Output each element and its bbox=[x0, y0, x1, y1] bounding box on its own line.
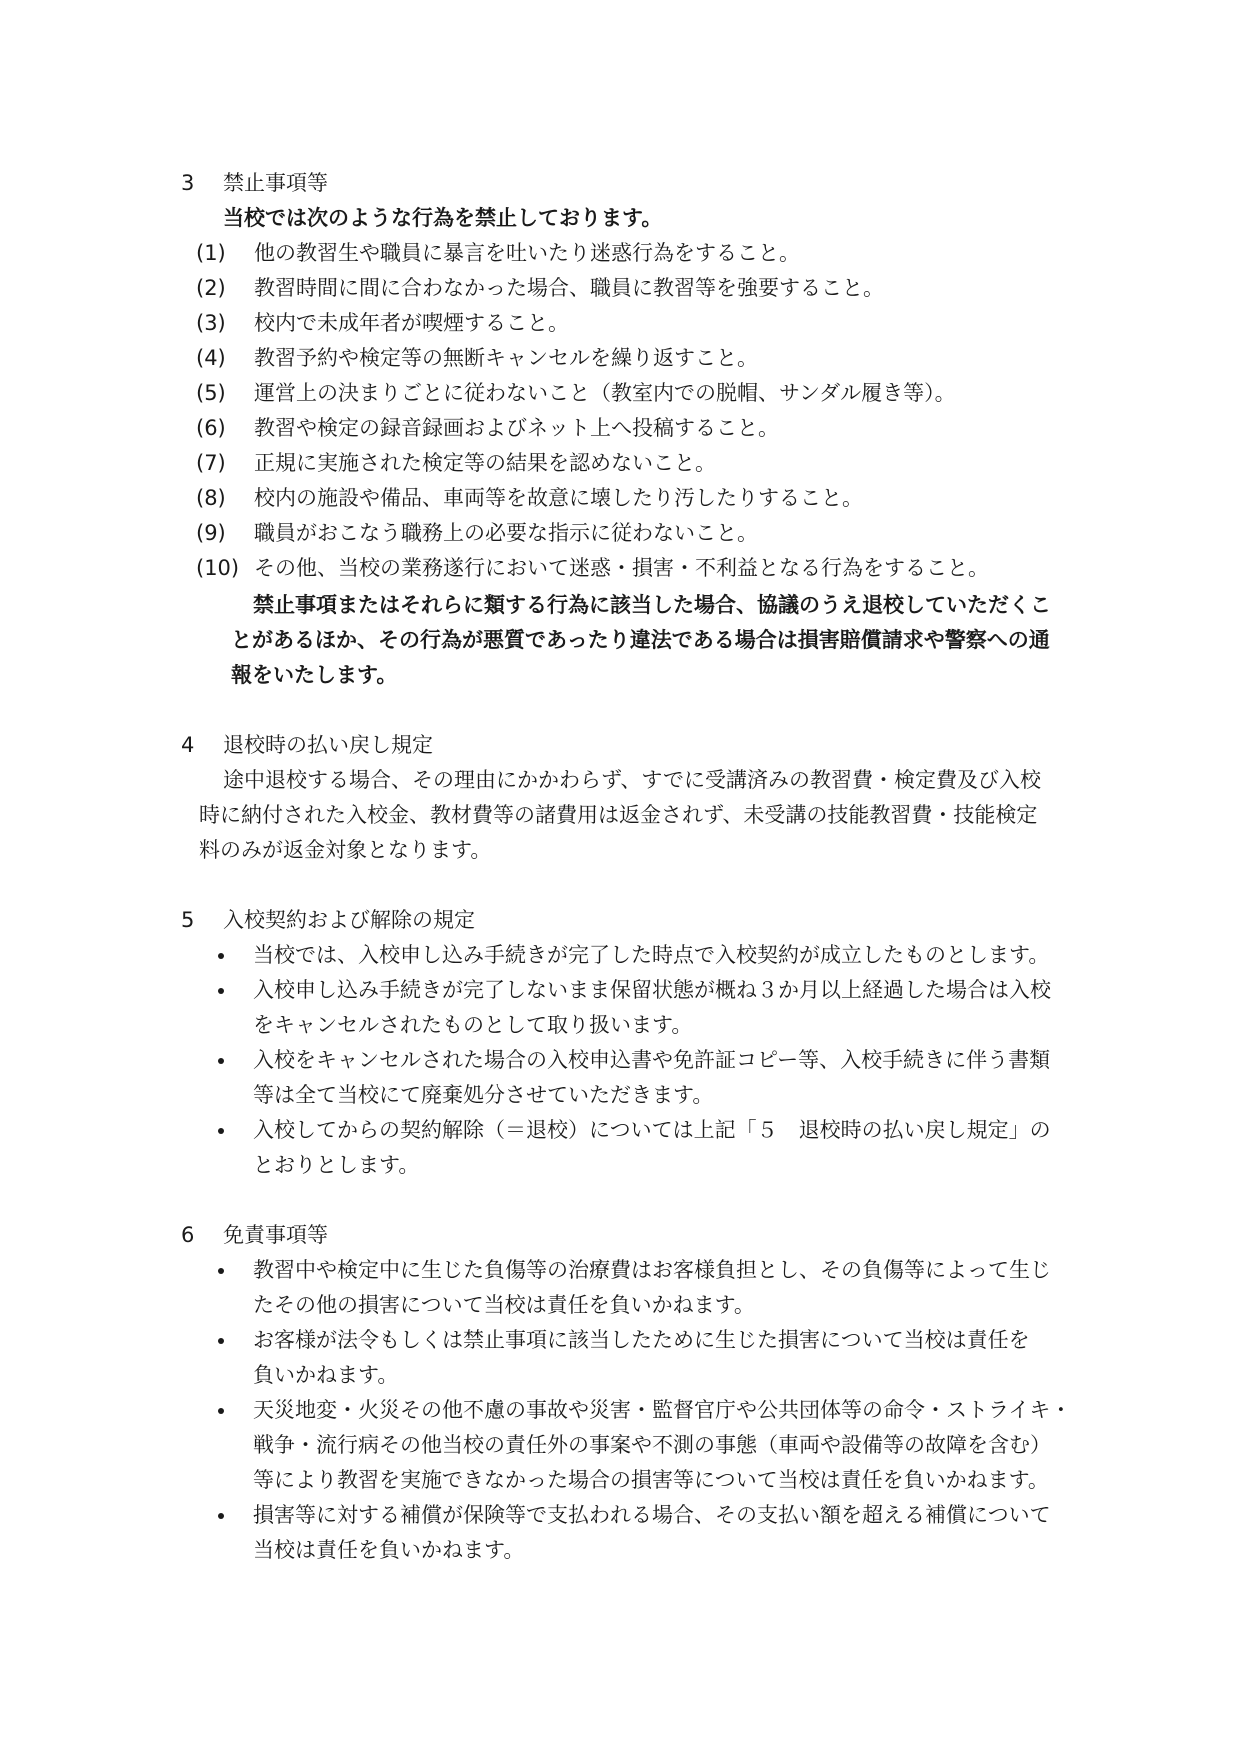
section-number: 4 bbox=[181, 733, 195, 757]
section-title: 退校時の払い戻し規定 bbox=[223, 733, 433, 757]
section-title: 禁止事項等 bbox=[223, 171, 328, 195]
list-item: (7) 正規に実施された検定等の結果を認めないこと。 bbox=[196, 451, 716, 475]
list-item: (5) 運営上の決まりごとに従わないこと（教室内での脱帽、サンダル履き等）。 bbox=[196, 381, 956, 405]
list-item: (1) 他の教習生や職員に暴言を吐いたり迷惑行為をすること。 bbox=[196, 241, 800, 265]
list-item: (8) 校内の施設や備品、車両等を故意に壊したり汚したりすること。 bbox=[196, 486, 863, 510]
section-heading bbox=[181, 166, 328, 201]
list-item: (10) その他、当校の業務遂行において迷惑・損害・不利益となる行為をすること。 bbox=[196, 556, 989, 580]
list-item: (3) 校内で未成年者が喫煙すること。 bbox=[196, 311, 569, 335]
bullet-dot-icon bbox=[218, 1408, 224, 1414]
section-heading bbox=[181, 903, 475, 938]
paragraph-line: 途中退校する場合、その理由にかかわらず、すでに受講済みの教習費・検定費及び入校 bbox=[223, 768, 1041, 792]
document-page: 3 禁止事項等 当校では次のような行為を禁止しております。 (1) 他の教習生や職員に暴言を吐いたり迷惑行為をすること。 (2) 教習時間に間に合わなかった場合、職員に教習等を強要すること。 (3) 校内で未成年者が喫煙すること。 (4) 教習予約や検定等の無断キャンセルを繰り返すこと。 (5) 運営上の決まりごとに従わないこと（教室内での脱帽、サンダル履き等）。 (6) 教習や検定の録音録画およびネット上へ投稿すること。 (7) 正規に実施された検定等の結果を認めないこと。 (8) 校内の施設や備品、車両等を故意に壊したり汚したりすること。 (9) 職員がおこなう職務上の必要な指示に従わないこと。 (10) その他、当校の業務遂行において迷惑・損害・不利益となる行為をすること。 禁止事項またはそれらに類する行為に該当した場合、協議のうえ退校していただくこ とがあるほか、その行為が悪質であったり違法である場合は損害賠償請求や警察への通 報をいたします。 4 退校時の払い戻し規定 途中退校する場合、その理由にかかわらず、すでに受講済みの教習費・検定費及び入校 時に納付された入校金、教材費等の諸費用は返金されず、未受講の技能教習費・技能検定 料のみが返金対象となります。 5 入校契約および解除の規定 当校では、入校申し込み手続きが完了した時点で入校契約が成立したものとします。 入校申し込み手続きが完了しないまま保留状態が概ね３か月以上経過した場合は入校 をキャンセルされたものとして取り扱います。 入校をキャンセルされた場合の入校申込書や免許証コピー等、入校手続きに伴う書類 等は全て当校にて廃棄処分させていただきます。 入校してからの契約解除（＝退校）については上記「５ 退校時の払い戻し規定」の とおりとします。 6 免責事項等 教習中や検定中に生じた負傷等の治療費はお客様負担とし、その負傷等によって生じ たその他の損害について当校は責任を負いかねます。 お客様が法令もしくは禁止事項に該当したために生じた損害について当校は責任を 負いかねます。 天災地変・火災その他不慮の事故や災害・監督官庁や公共団体等の命令・ストライキ・ 戦争・流行病その他当校の責任外の事案や不測の事態（車両や設備等の故障を含む） 等により教習を実施できなかった場合の損害等について当校は責任を負いかねます。 損害等に対する補償が保険等で支払われる場合、その支払い額を超える補償について 当校は責任を負いかねます。 bbox=[0, 0, 1241, 1755]
section-intro: 当校では次のような行為を禁止しております。 bbox=[223, 206, 663, 230]
list-item: (6) 教習や検定の録音録画およびネット上へ投稿すること。 bbox=[196, 416, 779, 440]
paragraph-line: 料のみが返金対象となります。 bbox=[199, 838, 492, 862]
bullet-dot-icon bbox=[218, 953, 224, 959]
section-number: 6 bbox=[181, 1223, 195, 1247]
bullet-dot-icon bbox=[218, 1268, 224, 1274]
section-title: 入校契約および解除の規定 bbox=[223, 908, 475, 932]
section-number: 3 bbox=[181, 171, 195, 195]
bullet-dot-icon bbox=[218, 988, 224, 994]
bullet-dot-icon bbox=[218, 1128, 224, 1134]
list-item: (4) 教習予約や検定等の無断キャンセルを繰り返すこと。 bbox=[196, 346, 758, 370]
warning-text: 報をいたします。 bbox=[231, 663, 398, 687]
warning-text: 禁止事項またはそれらに類する行為に該当した場合、協議のうえ退校していただくこ bbox=[253, 593, 1051, 617]
list-item: (2) 教習時間に間に合わなかった場合、職員に教習等を強要すること。 bbox=[196, 276, 884, 300]
warning-text: とがあるほか、その行為が悪質であったり違法である場合は損害賠償請求や警察への通 bbox=[231, 628, 1050, 652]
list-item: (9) 職員がおこなう職務上の必要な指示に従わないこと。 bbox=[196, 521, 758, 545]
bullet-dot-icon bbox=[218, 1058, 224, 1064]
section-heading bbox=[181, 1218, 328, 1253]
bullet-dot-icon bbox=[218, 1338, 224, 1344]
section-title: 免責事項等 bbox=[223, 1223, 328, 1247]
section-heading bbox=[181, 728, 433, 763]
bullet-dot-icon bbox=[218, 1513, 224, 1519]
section-number: 5 bbox=[181, 908, 195, 932]
paragraph-line: 時に納付された入校金、教材費等の諸費用は返金されず、未受講の技能教習費・技能検定 bbox=[199, 803, 1038, 827]
